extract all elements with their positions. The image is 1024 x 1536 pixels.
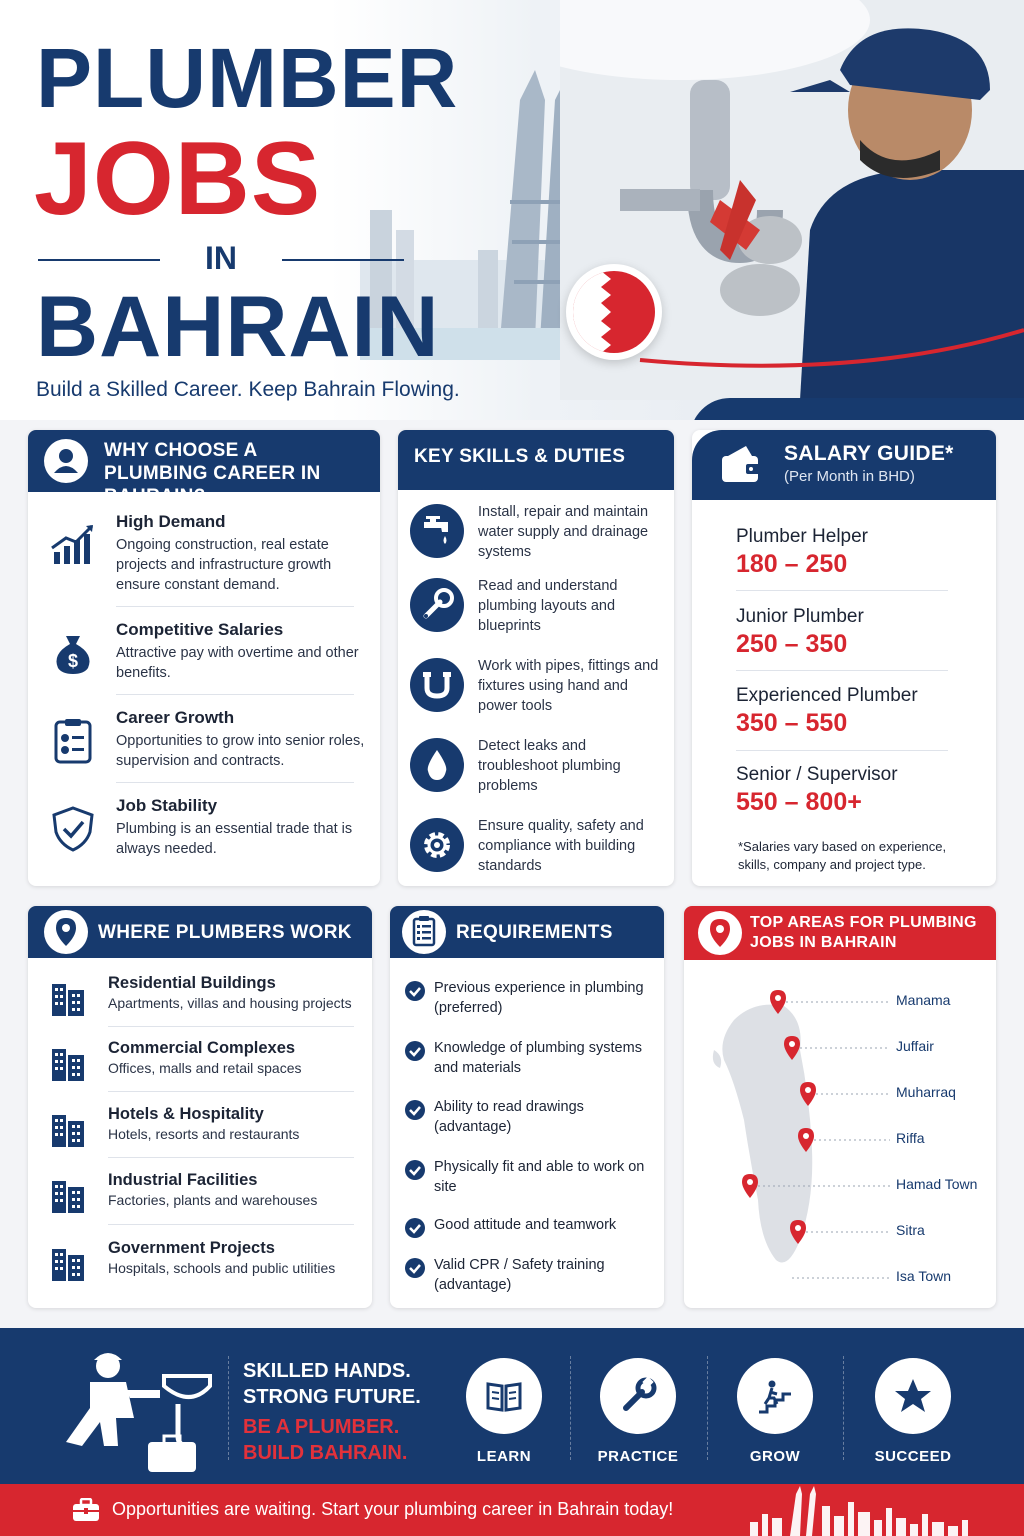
requirements-card-header [390, 906, 664, 958]
book-icon [466, 1358, 542, 1434]
check-circle-icon [404, 980, 426, 1002]
step-succeed [858, 1358, 968, 1465]
salary-value: 180 – 250 [736, 550, 848, 578]
wallet-icon [718, 442, 764, 488]
work-item-title: Government Projects [108, 1239, 275, 1257]
requirement-text: Ability to read drawings (advantage) [434, 1099, 584, 1135]
skills-card-title: KEY SKILLS & DUTIES [414, 446, 626, 467]
skill-item [398, 578, 674, 638]
salary-card [692, 430, 996, 886]
footer-text: Opportunities are waiting. Start your plumbing career in Bahrain today! [112, 1499, 674, 1519]
work-item [28, 1171, 372, 1223]
area-label-riffa: Riffa [896, 1130, 925, 1146]
requirements-card [390, 906, 664, 1308]
work-item [28, 974, 372, 1026]
why-item-desc: Plumbing is an essential trade that is always needed. [116, 821, 353, 857]
divider [116, 782, 354, 783]
salary-label: Plumber Helper [736, 526, 868, 547]
step-practice [583, 1358, 693, 1465]
skyline-silhouette [740, 1484, 1024, 1536]
why-card-title: WHY CHOOSE A PLUMBING CAREER IN BAHRAIN? [104, 440, 321, 507]
salary-note: *Salaries vary based on experience, skills, company and project type. [738, 839, 947, 872]
salary-header-swoosh [690, 398, 1024, 420]
skill-text: Ensure quality, safety and compliance with building standards [478, 818, 644, 874]
areas-card-header [684, 906, 996, 960]
work-card-title: WHERE PLUMBERS WORK [98, 922, 352, 943]
salary-item [736, 606, 948, 659]
work-item-desc: Hospitals, schools and public utilities [108, 1260, 336, 1276]
salary-card-subtitle: (Per Month in BHD) [784, 468, 915, 485]
step-label: PRACTICE [597, 1448, 679, 1465]
check-circle-icon [404, 1040, 426, 1062]
area-label-sitra: Sitra [896, 1222, 925, 1238]
area-label-manama: Manama [896, 992, 951, 1008]
money-bag-icon [48, 628, 98, 678]
requirement-text: Previous experience in plumbing (preferred) [434, 980, 644, 1016]
work-item-desc: Hotels, resorts and restaurants [108, 1126, 300, 1142]
work-card [28, 906, 372, 1308]
area-label-isa-town: Isa Town [896, 1268, 951, 1284]
areas-card [684, 906, 996, 1308]
step-label: GROW [749, 1448, 801, 1465]
divider [736, 750, 948, 751]
title-in: IN [205, 240, 237, 276]
why-item-job-stability [28, 796, 380, 866]
water-drop-icon [410, 738, 464, 792]
title-jobs: JOBS [34, 121, 322, 237]
bahrain-map [684, 960, 996, 1308]
work-item [28, 1239, 372, 1291]
area-label-juffair: Juffair [896, 1038, 934, 1054]
salary-label: Senior / Supervisor [736, 764, 898, 785]
wrench-icon [410, 578, 464, 632]
why-item-title: High Demand [116, 512, 226, 531]
title-bahrain: BAHRAIN [36, 279, 440, 375]
clipboard-icon [48, 716, 98, 766]
work-item-title: Hotels & Hospitality [108, 1105, 264, 1123]
building-icon [46, 1041, 90, 1085]
title-in-row [38, 240, 404, 280]
building-icon [46, 1241, 90, 1285]
skill-text: Install, repair and maintain water supply and drainage systems [478, 504, 649, 560]
why-item-title: Competitive Salaries [116, 620, 284, 639]
why-item-desc: Ongoing construction, real estate projects and infrastructure growth ensure constant demand. [116, 537, 332, 593]
requirement-text: Good attitude and teamwork [434, 1217, 617, 1233]
band-separator [843, 1356, 844, 1460]
skills-card [398, 430, 674, 886]
requirement-text: Knowledge of plumbing systems and materials [434, 1040, 642, 1076]
plumber-silhouette-icon [60, 1346, 220, 1474]
check-circle-icon [404, 1159, 426, 1181]
work-item-desc: Offices, malls and retail spaces [108, 1060, 302, 1076]
salary-value: 550 – 800+ [736, 788, 862, 816]
user-icon [44, 439, 88, 483]
why-item-high-demand [28, 512, 380, 596]
divider [108, 1224, 354, 1225]
check-circle-icon [404, 1099, 426, 1121]
salary-card-title: SALARY GUIDE* [784, 442, 954, 465]
work-item [28, 1105, 372, 1157]
title-rule-right [282, 259, 404, 261]
band-separator [228, 1356, 229, 1460]
band-slogan-red: BE A PLUMBER. BUILD BAHRAIN. [243, 1416, 408, 1464]
check-circle-icon [404, 1217, 426, 1239]
area-label-muharraq: Muharraq [896, 1084, 956, 1100]
shield-check-icon [48, 804, 98, 854]
footer-bar [0, 1484, 1024, 1536]
divider [736, 670, 948, 671]
divider [108, 1091, 354, 1092]
areas-card-title: TOP AREAS FOR PLUMBING JOBS IN BAHRAIN [750, 914, 977, 951]
salary-card-header [692, 430, 996, 500]
briefcase-icon [72, 1498, 100, 1522]
band-separator [707, 1356, 708, 1460]
work-item [28, 1039, 372, 1091]
salary-label: Junior Plumber [736, 606, 864, 627]
skill-item [398, 738, 674, 798]
star-icon [875, 1358, 951, 1434]
growth-chart-icon [48, 520, 98, 570]
building-icon [46, 1173, 90, 1217]
divider [116, 694, 354, 695]
check-circle-icon [404, 1257, 426, 1279]
faucet-icon [410, 504, 464, 558]
location-pin-icon [44, 910, 88, 954]
svg-text:$: $ [67, 651, 79, 671]
salary-value: 250 – 350 [736, 630, 848, 658]
salary-item [736, 685, 948, 738]
skill-text: Read and understand plumbing layouts and blueprints [478, 578, 618, 634]
band-slogan-white: SKILLED HANDS. STRONG FUTURE. [243, 1360, 421, 1408]
bottom-band [0, 1328, 1024, 1488]
requirement-text: Physically fit and able to work on site [434, 1159, 645, 1195]
title-plumber: PLUMBER [36, 31, 459, 125]
building-icon [46, 976, 90, 1020]
salary-value: 350 – 550 [736, 709, 848, 737]
requirements-card-title: REQUIREMENTS [456, 922, 613, 943]
why-item-desc: Attractive pay with overtime and other benefits. [116, 645, 359, 681]
why-item-career-growth [28, 708, 380, 778]
hero-tagline: Build a Skilled Career. Keep Bahrain Flowing. [36, 378, 460, 401]
work-item-title: Industrial Facilities [108, 1171, 258, 1189]
divider [108, 1157, 354, 1158]
stairs-icon [737, 1358, 813, 1434]
why-item-competitive-salaries [28, 620, 380, 690]
step-label: LEARN [476, 1448, 532, 1465]
work-item-title: Residential Buildings [108, 974, 276, 992]
bahrain-flag-badge [566, 264, 662, 360]
work-item-desc: Apartments, villas and housing projects [108, 995, 352, 1011]
step-learn [449, 1358, 559, 1465]
skill-text: Detect leaks and troubleshoot plumbing problems [478, 738, 621, 794]
step-grow [720, 1358, 830, 1465]
location-pin-icon [698, 911, 742, 955]
why-item-title: Career Growth [116, 708, 235, 727]
area-label-hamad-town: Hamad Town [896, 1176, 978, 1192]
divider [736, 590, 948, 591]
divider [116, 606, 354, 607]
checklist-icon [402, 910, 446, 954]
step-label: SUCCEED [874, 1448, 952, 1465]
why-item-title: Job Stability [116, 796, 218, 815]
gear-icon [410, 818, 464, 872]
skill-item [398, 504, 674, 564]
skills-card-header [398, 430, 674, 490]
work-card-header [28, 906, 372, 958]
wrench-icon [600, 1358, 676, 1434]
building-icon [46, 1107, 90, 1151]
divider [108, 1026, 354, 1027]
work-item-title: Commercial Complexes [108, 1039, 296, 1057]
why-item-desc: Opportunities to grow into senior roles, supervision and contracts. [116, 733, 365, 769]
salary-item [736, 526, 948, 579]
band-separator [570, 1356, 571, 1460]
skill-item [398, 658, 674, 718]
requirement-text: Valid CPR / Safety training (advantage) [434, 1257, 605, 1293]
why-card-header [28, 430, 380, 507]
work-item-desc: Factories, plants and warehouses [108, 1192, 318, 1208]
skill-text: Work with pipes, fittings and fixtures using hand and power tools [478, 658, 659, 714]
pipe-icon [410, 658, 464, 712]
hero-section [0, 0, 1024, 420]
salary-label: Experienced Plumber [736, 685, 918, 706]
skill-item [398, 818, 674, 878]
salary-item [736, 764, 948, 817]
why-card [28, 430, 380, 886]
